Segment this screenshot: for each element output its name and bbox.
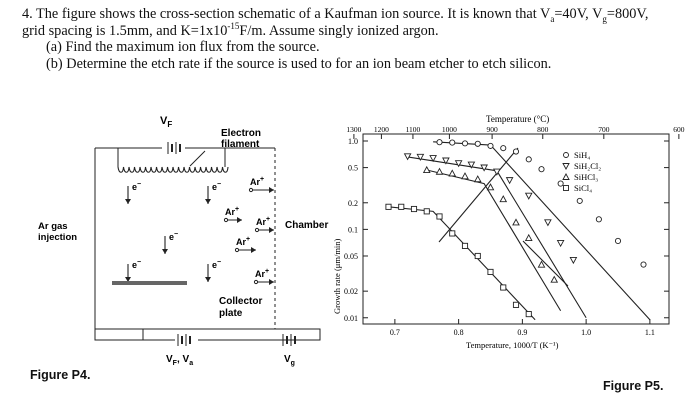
- argon-ion: [254, 268, 274, 285]
- legend: [563, 150, 601, 193]
- svg-text:SiHCl₃: SiHCl₃: [574, 172, 599, 182]
- y-tick-label: 0.05: [344, 251, 358, 261]
- transition-line-2: [523, 241, 568, 286]
- ion-arrows: [224, 176, 274, 285]
- vg-label: $V_g$: [284, 354, 295, 367]
- vf-va-label: $V_F$, $V_a$: [166, 354, 194, 367]
- top-tick-label: 700: [598, 125, 610, 134]
- filament-label-1: Electron: [221, 128, 262, 139]
- series-triangle-up: [424, 167, 561, 311]
- svg-text:Ar+: Ar+: [250, 176, 265, 187]
- collector-label-2: plate: [219, 308, 243, 319]
- top-tick-label: 1200: [373, 125, 389, 134]
- top-tick-label: 800: [537, 125, 549, 134]
- y-axis-title: Growth rate (μm/min): [332, 238, 342, 314]
- x-axis-title: Temperature, 1000/T (K⁻¹): [466, 340, 559, 350]
- top-axis-ticks: [346, 125, 684, 139]
- svg-text:SiH₄: SiH₄: [574, 150, 591, 160]
- svg-text:Ar+: Ar+: [236, 236, 251, 247]
- svg-text:e−: e−: [132, 259, 142, 270]
- argon-ion: [249, 176, 274, 193]
- argon-ion: [224, 206, 242, 223]
- chamber-label: Chamber: [285, 220, 329, 231]
- ar-gas-label-2: injection: [38, 232, 78, 243]
- electron-arrow: [162, 231, 178, 254]
- legend-item: [563, 161, 601, 171]
- svg-text:Ar+: Ar+: [255, 268, 270, 279]
- y-tick-label: 0.01: [344, 313, 358, 323]
- svg-text:e−: e−: [169, 231, 179, 242]
- series-circle: [433, 140, 650, 320]
- y-axis-ticks: [344, 137, 669, 323]
- electron-filament-coil: [118, 167, 228, 172]
- top-tick-label: 1300: [346, 125, 362, 134]
- y-tick-label: 0.02: [344, 287, 358, 297]
- x-axis-ticks: [390, 319, 655, 337]
- legend-item: [564, 183, 593, 193]
- top-tick-label: 1000: [441, 125, 457, 134]
- series-triangle-down: [405, 154, 587, 318]
- y-tick-label: 0.5: [348, 163, 358, 173]
- battery-va: [178, 334, 190, 346]
- y-tick-label: 0.1: [348, 225, 358, 235]
- problem-line-1: 4. The figure shows the cross-section schematic of a Kaufman ion source. It is known that $V_a=40V$, $V_g=800V$,: [22, 6, 649, 24]
- data-series: [386, 140, 650, 320]
- plot-frame: [363, 134, 669, 324]
- top-tick-label: 1100: [405, 125, 421, 134]
- x-tick-label: 1.1: [644, 328, 655, 337]
- svg-text:Ar+: Ar+: [225, 206, 240, 217]
- y-tick-label: 0.2: [348, 198, 358, 208]
- collector-plate: [112, 281, 187, 285]
- electron-arrows: [125, 181, 221, 282]
- x-tick-label: 1.0: [581, 328, 592, 337]
- problem-line-2: grid spacing is 1.5mm, and $K=1x10^{-15}F/m$. Assume singly ionized argon.: [22, 20, 439, 39]
- electron-arrow: [205, 259, 221, 282]
- argon-ion: [235, 236, 256, 253]
- filament-pointer: [190, 151, 205, 166]
- y-tick-label: 1.0: [348, 136, 358, 146]
- svg-text:e−: e−: [212, 181, 222, 192]
- filament-label-2: filament: [221, 139, 260, 150]
- legend-item: [563, 172, 598, 182]
- x-tick-label: 0.7: [389, 328, 400, 337]
- top-tick-label: 900: [486, 125, 498, 134]
- ar-gas-label-1: Ar gas: [38, 221, 68, 232]
- svg-text:Ar+: Ar+: [256, 216, 271, 227]
- figure-p5-caption: Figure P5.: [603, 379, 664, 393]
- part-b: (b) Determine the etch rate if the source is used to for an ion beam etcher to etch silicon.: [46, 55, 552, 72]
- svg-text:e−: e−: [132, 181, 142, 192]
- series-square: [386, 204, 535, 320]
- legend-item: [564, 150, 591, 160]
- kaufman-schematic: [0, 104, 329, 403]
- electron-arrow: [205, 181, 221, 204]
- svg-text:SiCl₄: SiCl₄: [574, 183, 593, 193]
- x-tick-label: 0.9: [517, 328, 528, 337]
- top-tick-label: 600: [673, 125, 685, 134]
- growth-rate-chart: [318, 104, 700, 403]
- electron-arrow: [125, 259, 141, 282]
- problem-text: [22, 6, 690, 72]
- argon-ion: [255, 216, 274, 233]
- electron-arrow: [125, 181, 141, 204]
- svg-text:e−: e−: [212, 259, 222, 270]
- top-axis-title: Temperature (°C): [486, 114, 550, 124]
- chamber-left-wall: [95, 148, 102, 329]
- figure-p4-caption: Figure P4.: [30, 368, 91, 382]
- part-a: (a) Find the maximum ion flux from the source.: [46, 39, 320, 56]
- svg-text:SiH₂Cl₂: SiH₂Cl₂: [574, 161, 602, 171]
- collector-label-1: Collector: [219, 296, 263, 307]
- x-tick-label: 0.8: [453, 328, 464, 337]
- vf-label: $V_F$: [160, 115, 173, 129]
